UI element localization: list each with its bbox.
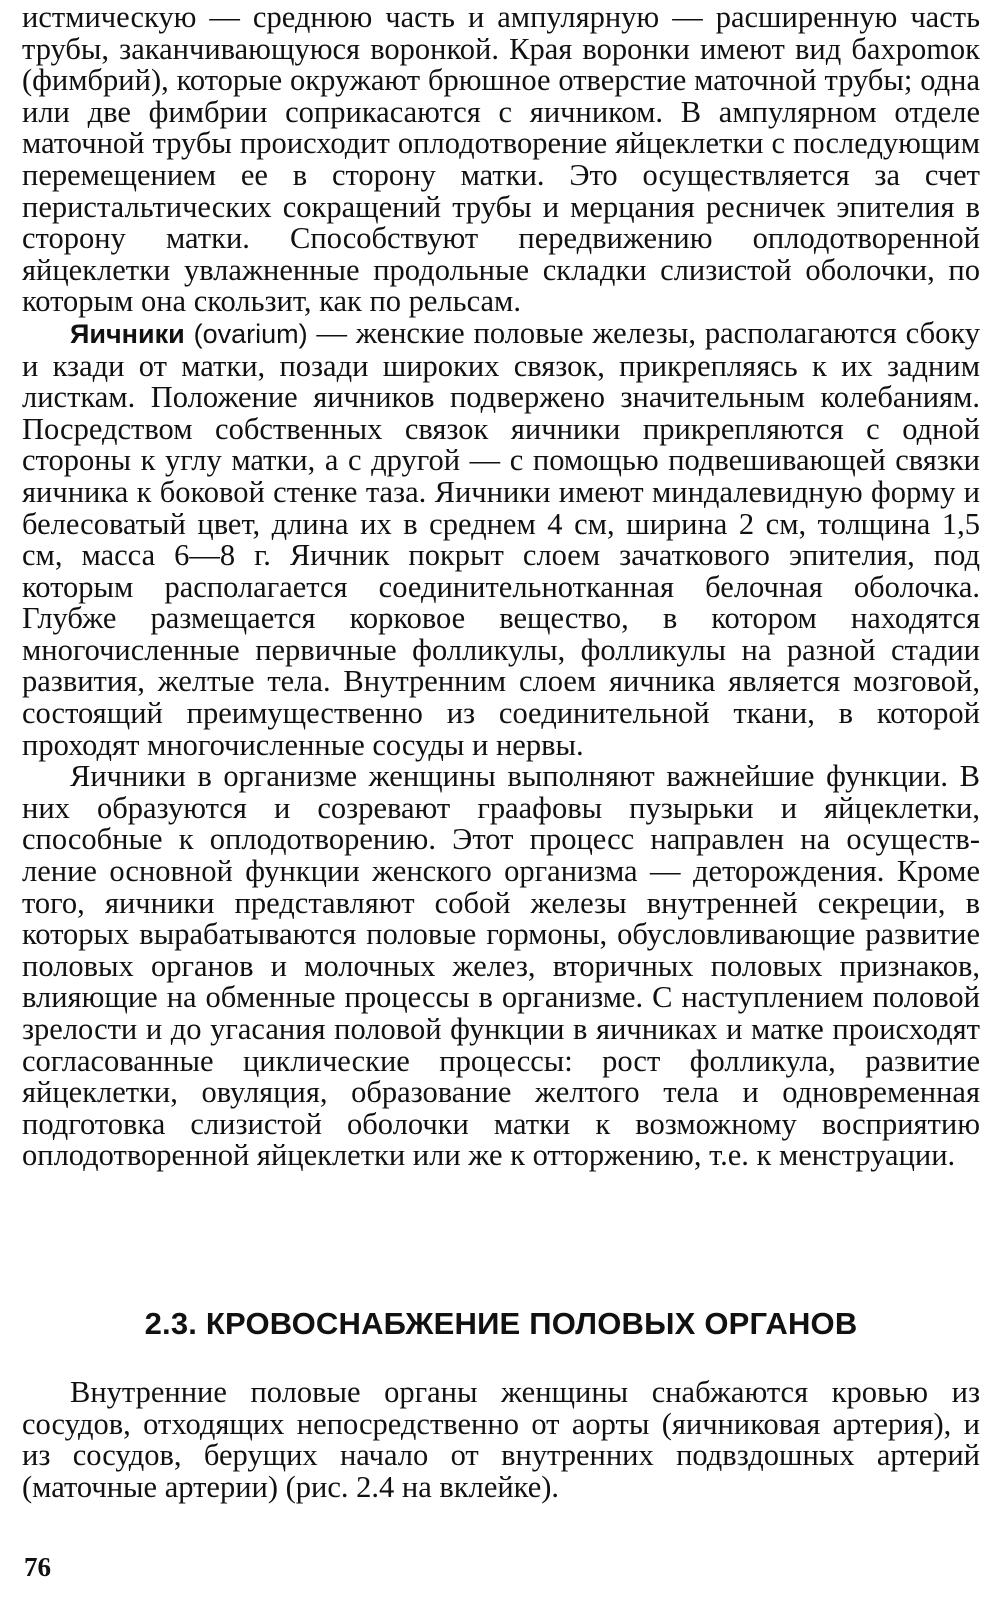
section-heading: 2.3. КРОВОСНАБЖЕНИЕ ПОЛОВЫХ ОРГАНОВ [144, 1306, 858, 1341]
section-body [22, 1377, 980, 1503]
paragraph-blood-supply: Внутренние половые органы женщины снабжаются кровью из сосудов, отходящих непосредственно от аорты (яичниковая артерия), и из сосудов, берущих начало от внутренних подвздошных артерий (маточные артерии) (рис. 2.4 на вклейке). [22, 1375, 980, 1504]
paragraph-ovary-functions: Яичники в организме женщины выполняют важнейшие функции. В них образуются и созревают граафовы пузырьки и яйцеклетки, способные к оплодотворению. Этот процесс направлен на осуществление основной функции женского организма — деторождения. Кроме того, яичники представляют собой железы внутренней секреции, в которых вырабатываются половые гормоны, обусловливающие развитие половых органов и молочных желез, вторичных половых признаков, влияющие на обменные процессы в организме. С наступлением половой зрелости и до угасания половой функции в яичниках и матке происходят согласованные циклические процессы: рост фолликула, развитие яйцеклетки, овуляция, образование желтого тела и одновременная подготовка слизистой оболочки матки к возможному восприятию оплодотворенной яйцеклетки или же к отторжению, т.е. к менструации. [22, 759, 980, 1173]
paragraph-fallopian-tube: истмическую — среднюю часть и ампулярную — расширенную часть трубы, заканчивающуюся воронкой. Края воронки имеют вид бахроmок (фимбрий), которые окружают брюшное отверстие маточной трубы; одна или две фимбрии соприкасаются с яичником. В ампулярном отделе маточной трубы происходит оплодотворение яйцеклетки с последующим перемещением ее в сторону матки. Это осуществляется за счет перистальтических сокращений трубы и мерцания ресничек эпителия в сторону матки. Способствуют передвижению оплодотворенной яйцеклетки увлажненные продольные складки слизистой оболочки, по которым она скользит, как по рельсам. [22, 0, 980, 319]
latin-term: (ovarium) [193, 318, 308, 349]
page-number: 76 [24, 1552, 51, 1582]
paragraph-ovaries [22, 315, 980, 762]
page-body [22, 2, 980, 1172]
paragraph-ovaries-text: — женские половые железы, располагаются сбоку и кзади от матки, позади широких связок, прикрепляясь к их задним листкам. Положение яичников подвержено значительным колебаниям. Посредством собственных связок яичники прикрепляются с одной стороны к углу матки, а с другой — с помощью подвешивающей связки яичника к боковой стенке таза. Яичники имеют миндалевидную форму и белесоватый цвет, длина их в среднем 4 см, ширина 2 см, толщина 1,5 см, масса 6—8 г. Яичник покрыт слоем зачаткового эпителия, под которым располагается соединительнотканная белочная оболочка. Глубже размещается корковое вещество, в котором находятся многочисленные первичные фолликулы, фолликулы на разной стадии развития, желтые тела. Внутренним слоем яичника является мозговой, состоящий преимущественно из соединительной ткани, в которой проходят многочисленные сосуды и нервы. [22, 315, 980, 762]
term-ovaries: Яичники [70, 318, 185, 349]
